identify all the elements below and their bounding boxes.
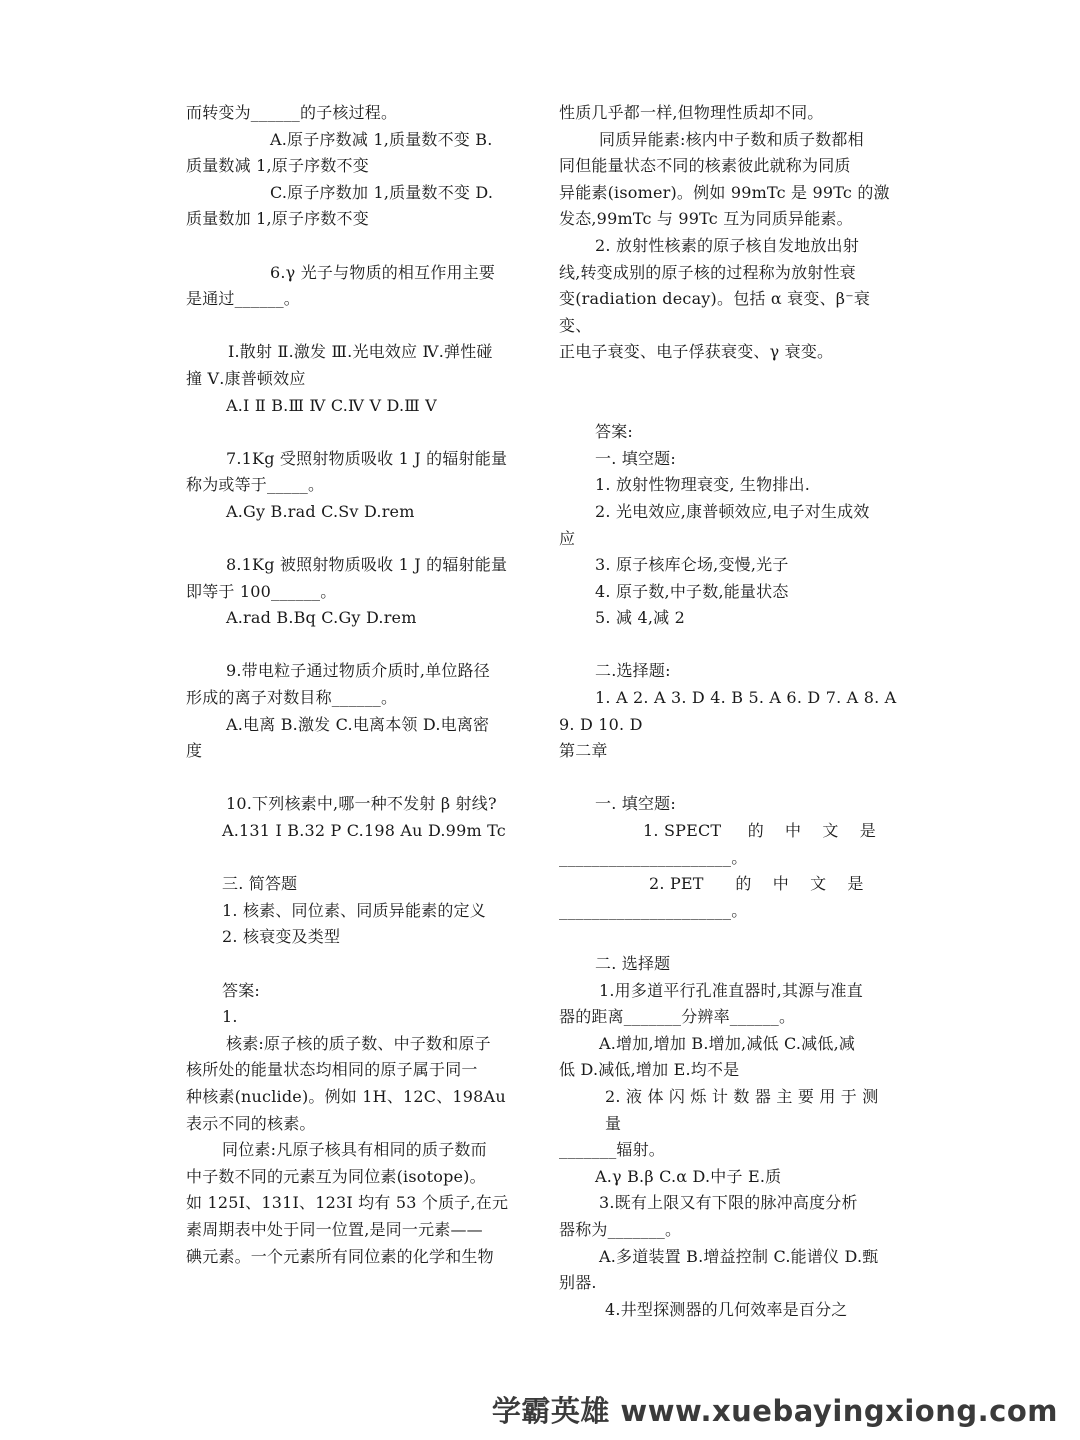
blank-line xyxy=(186,419,524,446)
text-line: 同但能量状态不同的核素彼此就称为同质 xyxy=(559,156,851,176)
text-line: 一. 填空题: xyxy=(595,794,676,814)
text-line: 1. xyxy=(222,1007,238,1027)
text-line: _______辐射。 xyxy=(559,1140,666,1160)
text-line: 3. 原子核库仑场,变慢,光子 xyxy=(595,555,789,575)
text-line: A.γ B.β C.α D.中子 E.质 xyxy=(595,1166,782,1186)
blank-line xyxy=(559,924,897,951)
text-line: 10.下列核素中,哪一种不发射 β 射线? xyxy=(226,794,497,814)
text-line: A.原子序数减 1,质量数不变 B. xyxy=(270,129,493,149)
text-line: 4. 原子数,中子数,能量状态 xyxy=(595,581,789,601)
text-line: 表示不同的核素。 xyxy=(186,1113,316,1133)
text-line: 一. 填空题: xyxy=(595,448,676,468)
blank-line xyxy=(186,313,524,340)
blank-line xyxy=(186,951,524,978)
text-line: 素周期表中处于同一位置,是同一元素—— xyxy=(186,1219,483,1239)
blank-line xyxy=(186,233,524,260)
text-line: 即等于 100______。 xyxy=(186,581,337,601)
text-line: 8.1Kg 被照射物质吸收 1 J 的辐射能量 xyxy=(226,555,508,575)
text-line: 二.选择题: xyxy=(595,661,671,681)
text-line: 核素:原子核的质子数、中子数和原子 xyxy=(226,1033,491,1053)
blank-line xyxy=(559,366,897,393)
text-line: 同质异能素:核内中子数和质子数都相 xyxy=(599,129,864,149)
text-line: 1. SPECT 的 中 文 是 xyxy=(643,821,876,841)
text-line: 称为或等于_____。 xyxy=(186,475,325,495)
text-line: 答案: xyxy=(222,980,260,1000)
text-line: 9. D 10. D xyxy=(559,714,643,734)
text-line: 答案: xyxy=(595,422,633,442)
text-line: 线,转变成别的原子核的过程称为放射性衰 xyxy=(559,262,856,282)
blank-line xyxy=(186,526,524,553)
text-line: A.Gy B.rad C.Sv D.rem xyxy=(226,501,415,521)
text-line: A.131 I B.32 P C.198 Au D.99m Tc xyxy=(222,821,506,841)
text-line: 别器. xyxy=(559,1273,597,1293)
text-line: A.电离 B.激发 C.电离本领 D.电离密 xyxy=(226,714,490,734)
text-line: 器的距离_______分辨率______。 xyxy=(559,1007,796,1027)
text-line: 2. 核衰变及类型 xyxy=(222,927,341,947)
text-line: _____________________。 xyxy=(559,847,748,867)
blank-line xyxy=(559,393,897,420)
text-line: 碘元素。一个元素所有同位素的化学和生物 xyxy=(186,1246,494,1266)
text-line: 三. 简答题 xyxy=(222,874,298,894)
left-column xyxy=(186,100,524,1270)
text-line: 6.γ 光子与物质的相互作用主要 xyxy=(270,262,496,282)
text-line: 发态,99mTc 与 99Tc 互为同质异能素。 xyxy=(559,209,853,229)
text-line: 1. A 2. A 3. D 4. B 5. A 6. D 7. A 8. A xyxy=(595,688,897,708)
text-line: A.rad B.Bq C.Gy D.rem xyxy=(226,608,417,628)
text-line: 正电子衰变、电子俘获衰变、γ 衰变。 xyxy=(559,342,834,362)
text-line: 2. 液 体 闪 烁 计 数 器 主 要 用 于 测 量 xyxy=(605,1086,884,1133)
right-column xyxy=(559,100,897,1323)
text-line: 是通过______。 xyxy=(186,289,301,309)
text-line: 形成的离子对数目称______。 xyxy=(186,688,398,708)
text-line: C.原子序数加 1,质量数不变 D. xyxy=(270,182,494,202)
text-line: 9.带电粒子通过物质介质时,单位路径 xyxy=(226,661,490,681)
text-line: _____________________。 xyxy=(559,900,748,920)
blank-line xyxy=(559,632,897,659)
text-line: 而转变为______的子核过程。 xyxy=(186,103,398,122)
text-line: 1. 核素、同位素、同质异能素的定义 xyxy=(222,900,486,920)
blank-line xyxy=(186,845,524,872)
text-line: 二. 选择题 xyxy=(595,954,671,973)
blank-line xyxy=(186,632,524,659)
text-line: 种核素(nuclide)。例如 1H、12C、198Au xyxy=(186,1086,506,1106)
text-line: 低 D.减低,增加 E.均不是 xyxy=(559,1060,740,1080)
text-line: 撞 Ⅴ.康普顿效应 xyxy=(186,368,306,388)
text-line: 4.井型探测器的几何效率是百分之 xyxy=(605,1299,848,1319)
text-line: 质量数减 1,原子序数不变 xyxy=(186,156,369,176)
text-line: 中子数不同的元素互为同位素(isotope)。 xyxy=(186,1166,486,1186)
text-line: A.Ⅰ Ⅱ B.Ⅲ Ⅳ C.Ⅳ Ⅴ D.Ⅲ Ⅴ xyxy=(226,395,437,415)
text-line: 2. PET 的 中 文 是 xyxy=(649,874,864,894)
text-line: 1.用多道平行孔准直器时,其源与准直 xyxy=(599,980,863,1000)
blank-line xyxy=(186,765,524,792)
text-line: 同位素:凡原子核具有相同的质子数而 xyxy=(222,1140,487,1160)
text-line: 2. 放射性核素的原子核自发地放出射 xyxy=(595,235,859,255)
text-line: 核所处的能量状态均相同的原子属于同一 xyxy=(186,1060,478,1080)
text-line: 5. 减 4,减 2 xyxy=(595,608,685,628)
text-line: 器称为_______。 xyxy=(559,1219,682,1239)
text-line: A.增加,增加 B.增加,减低 C.减低,减 xyxy=(599,1033,856,1053)
text-line: 第二章 xyxy=(559,741,608,761)
text-line: 7.1Kg 受照射物质吸收 1 J 的辐射能量 xyxy=(226,448,508,468)
text-line: 3.既有上限又有下限的脉冲高度分析 xyxy=(599,1193,858,1213)
text-line: 1. 放射性物理衰变, 生物排出. xyxy=(595,475,811,495)
text-line: Ⅰ.散射 Ⅱ.激发 Ⅲ.光电效应 Ⅳ.弹性碰 xyxy=(228,342,493,362)
text-line: 如 125I、131I、123I 均有 53 个质子,在元 xyxy=(186,1193,509,1213)
text-line: 度 xyxy=(186,741,203,761)
site-watermark: 学霸英雄 www.xuebayingxiong.com xyxy=(491,1394,1058,1428)
text-line: A.多道装置 B.增益控制 C.能谱仪 D.甄 xyxy=(599,1246,879,1266)
text-line: 2. 光电效应,康普顿效应,电子对生成效 xyxy=(595,501,870,521)
text-line: 质量数加 1,原子序数不变 xyxy=(186,209,369,229)
text-line: 性质几乎都一样,但物理性质却不同。 xyxy=(559,103,824,122)
text-line: 异能素(isomer)。例如 99mTc 是 99Tc 的激 xyxy=(559,182,890,202)
text-line: 应 xyxy=(559,528,576,548)
blank-line xyxy=(559,765,897,792)
text-line: 变(radiation decay)。包括 α 衰变、β⁻衰变、 xyxy=(559,289,871,335)
